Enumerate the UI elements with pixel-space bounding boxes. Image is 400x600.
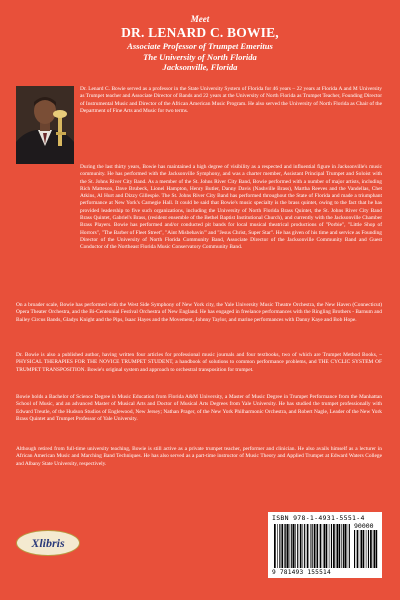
ean-digits: 9 781493 155514 — [272, 569, 331, 576]
price-code: 90000 — [354, 522, 374, 530]
barcode-addon-bars — [354, 530, 378, 568]
author-title: Associate Professor of Trumpet Emeritus — [127, 41, 273, 51]
bio-paragraph-2: During the last thirty years, Bowie has maintained a high degree of visibility as a respected and influential figure in Jacksonville's music community. He has performed with the Jacksonville Symphony, and was a charter member, Assistant Principal Trumpet and Soloist with the St. Johns River City Band. As a member of the St. Johns River City Band, Bowie performed with a number of major artists, including Rich Matteson, Dave Brubeck, Lionel Hampton, Henry Butler, Danny Davis (Nashville Brass), Martha Reeves and the Vandellas, Chet Atkins, Al Hurt and Dizzy Gillespie. The St. Johns River City Band has performed throughout the State of Florida and made a triumphant performance at New York's Carnegie Hall. It could be said that Bowie's music specialty is the brass quintet, owing to the fact that he has provided leadership to five such organizations, including the University of North Florida Brass Quintet, the St. Johns River City Band Brass Quintet, Gabriel's Brass, (resident ensemble of the Bethel Baptist Institutional Church), and currently with the Jacksonville Chamber Brass Players. Bowie has performed and/or conducted pit bands for local musical theatrical productions of "Porbie", "Little Shop of Horrors", "The Barber of Fleet Street", "Aint Misbehavin'" and "Jesus Christ, Super Star". He has given of his time and service as Founding Director of the University of North Florida Community Band, Associate Director of the Jacksonville Community Band and Guest Conductor of the Northeast Florida Music Conservatory Community Band. — [80, 164, 382, 251]
author-photo — [16, 86, 74, 164]
bio-paragraph-6: Although retired from full-time university teaching, Bowie is still active as a private trumpet teacher, performer and clinician. He also avails himself as a lecturer in African American Music and Marching Band Techniques. He has also served as a part-time instructor of Music Theory and Applied Trumpet at Edward Waters College and Albany State University, respectively. — [16, 446, 382, 467]
author-location: Jacksonville, Florida — [162, 62, 238, 72]
isbn-text: ISBN 978-1-4931-5551-4 — [272, 514, 365, 522]
back-cover-header — [0, 14, 400, 73]
bio-paragraph-4: Dr. Bowie is also a published author, having written four articles for professional music journals and four textbooks, two of which are Trumpet Method Books, – PHYSICAL THERAPIES FOR THE NOVICE TRUMPET STUDENT, a handbook of solutions to common performance problems, and THE CYCLIC SYSTEM OF TRUMPET TRANSPOSITION. Bowie's original system and approach to orchestral transposition for trumpet. — [16, 352, 382, 373]
publisher-logo: Xlibris — [16, 530, 80, 556]
meet-label: Meet — [190, 14, 210, 24]
bio-paragraph-1: Dr. Lenard C. Bowie served as a professor in the State University System of Florida for 46 years – 22 years at Florida A and M University as Trumpet teacher and Associate Director of Bands and 22 years at the University of North Florida as Trumpet Teacher, Founding Director of Instrumental Music and Director of the African American Music Program. He also served the University of North Florida as Chair of the Department of Fine Arts and Music for two terms. — [80, 86, 382, 114]
author-university: The University of North Florida — [143, 51, 257, 62]
barcode-bars — [274, 524, 350, 568]
author-name: DR. LENARD C. BOWIE, — [121, 25, 279, 40]
bio-paragraph-5: Bowie holds a Bachelor of Science Degree in Music Education from Florida A&M University, a Master of Music Degree in Trumpet Performance from the Manhattan School of Music, and an advanced Master of Musical Arts and Doctor of Musical Arts Degrees from Yale University. He has studied the trumpet professionally with Edward Treutle, of the Hudson Studios of Englewood, New Jersey; Nathan Prager, of the New York Philharmonic Orchestra, and Robert Nagle, Leader of the New York Brass Quintet and Trumpet Professor of Yale University. — [16, 394, 382, 422]
bio-paragraph-3: On a broader scale, Bowie has performed with the West Side Symphony of New York city, the Yale University Music Theatre Orchestra, the New Haven (Connecticut) Opera Theater Orchestra, and the Bi-Centennial Festival Orchestra of New England. He has engaged in freelance performances with the Ringling Brothers - Barnum and Bailey Circus Bands, Gladys Knight and the Pips, Isaac Hayes and the Movement, Johnny Taylor, and marine performances with Danny Kaye and Bob Hope. — [16, 302, 382, 323]
isbn-barcode — [268, 512, 382, 578]
